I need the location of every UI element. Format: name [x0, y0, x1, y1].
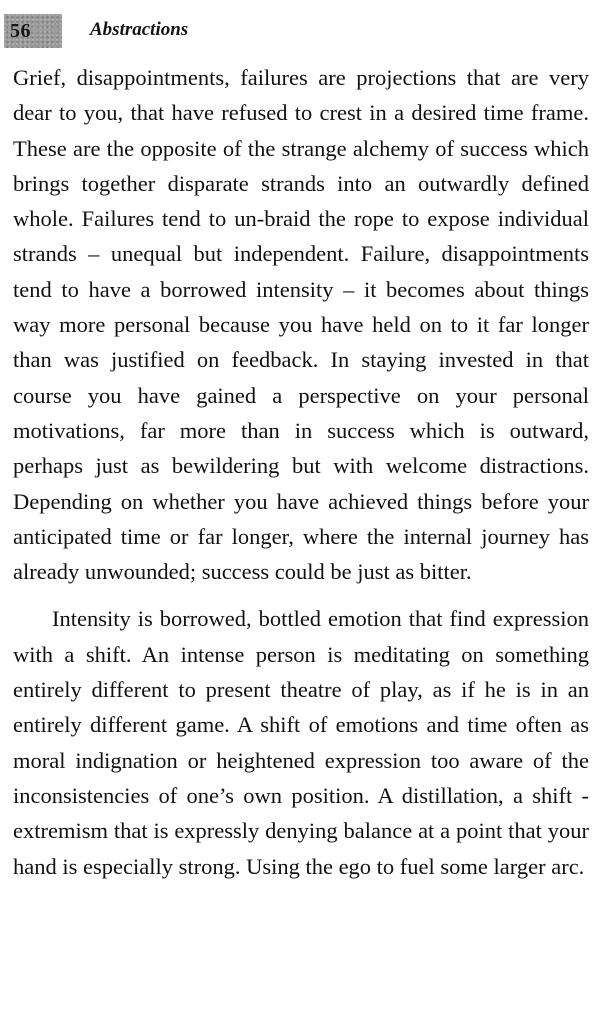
page-header	[0, 0, 600, 46]
running-title: Abstractions	[90, 19, 189, 40]
page-number: 56	[10, 20, 31, 42]
paragraph-2: Intensity is borrowed, bottled emotion that find expression with a shift. An intense person is meditating on something entirely different to present theatre of play, as if he is in an entirely different game. A shift of emotions and time often as moral indignation or heightened expression too aware of the inconsistencies of one’s own position. A distillation, a shift - extremism that is expressly denying balance at a point that your hand is especially strong. Using the ego to fuel some larger arc.	[13, 606, 589, 879]
paragraph-1: Grief, disappointments, failures are projections that are very dear to you, that have refused to crest in a desired time frame. These are the opposite of the strange alchemy of success which brings together disparate strands into an outwardly defined whole. Failures tend to un-braid the rope to expose individual strands – unequal but independent. Failure, disappointments tend to have a borrowed intensity – it becomes about things way more personal because you have held on to it far longer than was justified on feedback. In staying invested in that course you have gained a perspective on your personal motivations, far more than in success which is outward, perhaps just as bewildering but with welcome distractions. Depending on whether you have achieved things before your anticipated time or far longer, where the internal journey has already unwounded; success could be just as bitter.	[13, 65, 589, 585]
page-number-box	[4, 14, 62, 48]
body-text	[13, 60, 589, 884]
